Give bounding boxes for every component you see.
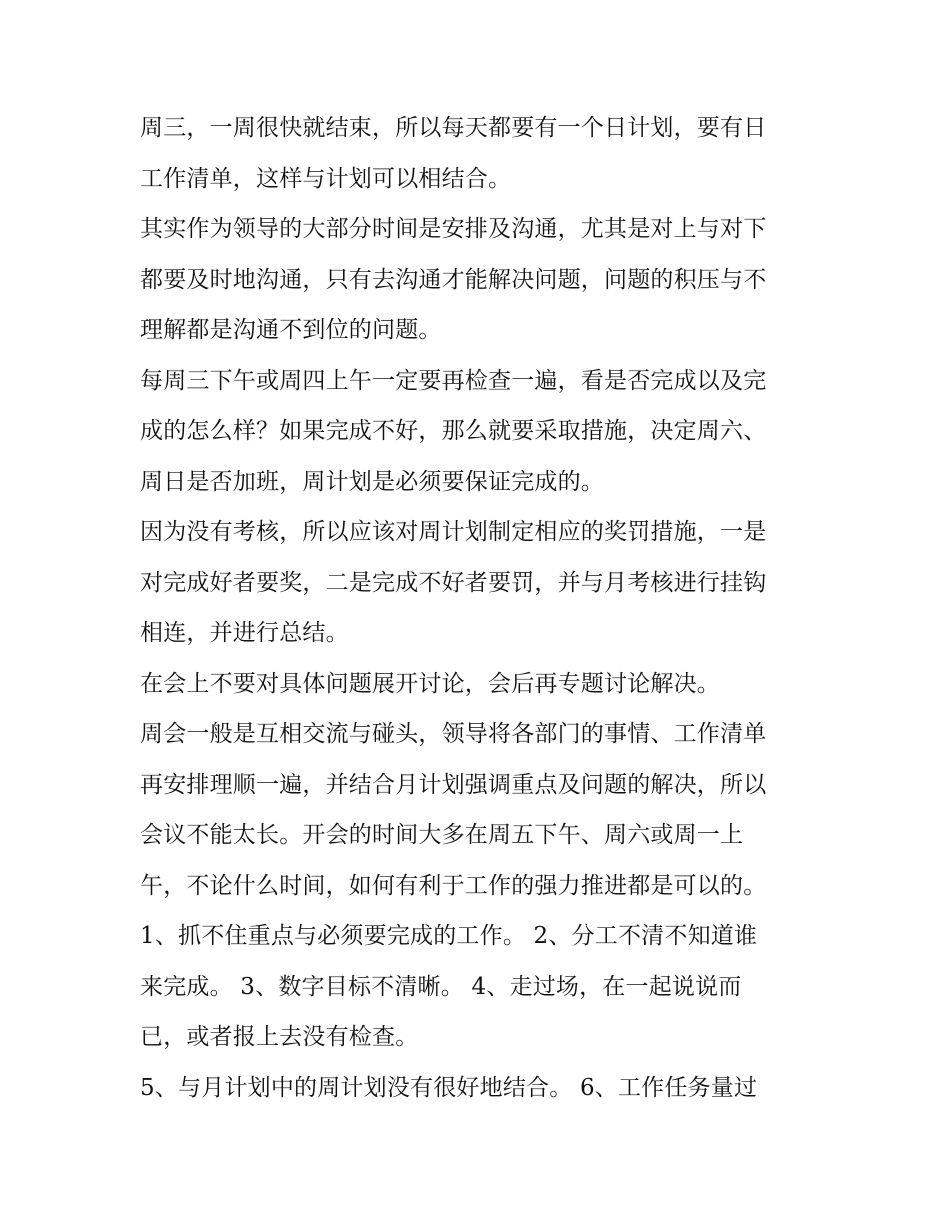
text-line: 周日是否加班，周计划是必须要保证完成的。 — [140, 468, 604, 495]
text-line: 1、抓不住重点与必须要完成的工作。 2、分工不清不知道谁 — [140, 923, 758, 949]
paragraph — [140, 507, 820, 659]
text-line: 5、与月计划中的周计划没有很好地结合。 6、工作任务量过 — [140, 1074, 758, 1101]
text-line: 午，不论什么时间，如何有利于工作的强力推进都是可以的。 — [140, 872, 767, 899]
text-line: 因为没有考核，所以应该对周计划制定相应的奖罚措施，一是 — [140, 519, 767, 545]
text-line: 对完成好者要奖，二是完成不好者要罚，并与月考核进行挂钩 — [140, 569, 767, 596]
paragraph — [140, 1063, 820, 1114]
paragraph — [140, 103, 820, 204]
text-line: 已，或者报上去没有检查。 — [140, 1024, 419, 1050]
text-line: 理解都是沟通不到位的问题。 — [140, 317, 442, 343]
text-line: 成的怎么样？如果完成不好，那么就要采取措施，决定周六、 — [140, 418, 767, 444]
paragraph — [140, 356, 820, 508]
text-line: 每周三下午或周四上午一定要再检查一遍，看是否完成以及完 — [140, 367, 767, 394]
document-body — [140, 103, 820, 1113]
text-line: 再安排理顺一遍，并结合月计划强调重点及问题的解决，所以 — [140, 771, 767, 798]
text-line: 周三，一周很快就结束，所以每天都要有一个日计划，要有日 — [140, 115, 767, 141]
paragraph — [140, 911, 820, 1063]
text-line: 周会一般是互相交流与碰头，领导将各部门的事情、工作清单 — [140, 721, 767, 747]
text-line: 都要及时地沟通，只有去沟通才能解决问题，问题的积压与不 — [140, 266, 767, 293]
text-line: 相连，并进行总结。 — [140, 620, 349, 646]
text-line: 其实作为领导的大部分时间是安排及沟通，尤其是对上与对下 — [140, 216, 767, 242]
paragraph — [140, 204, 820, 356]
text-line: 在会上不要对具体问题展开讨论，会后再专题讨论解决。 — [140, 670, 720, 697]
text-line: 来完成。 3、数字目标不清晰。 4、走过场，在一起说说而 — [140, 973, 742, 1000]
paragraph — [140, 659, 820, 710]
text-line: 工作清单，这样与计划可以相结合。 — [140, 165, 512, 192]
text-line: 会议不能太长。开会的时间大多在周五下午、周六或周一上 — [140, 822, 744, 848]
paragraph — [140, 709, 820, 911]
